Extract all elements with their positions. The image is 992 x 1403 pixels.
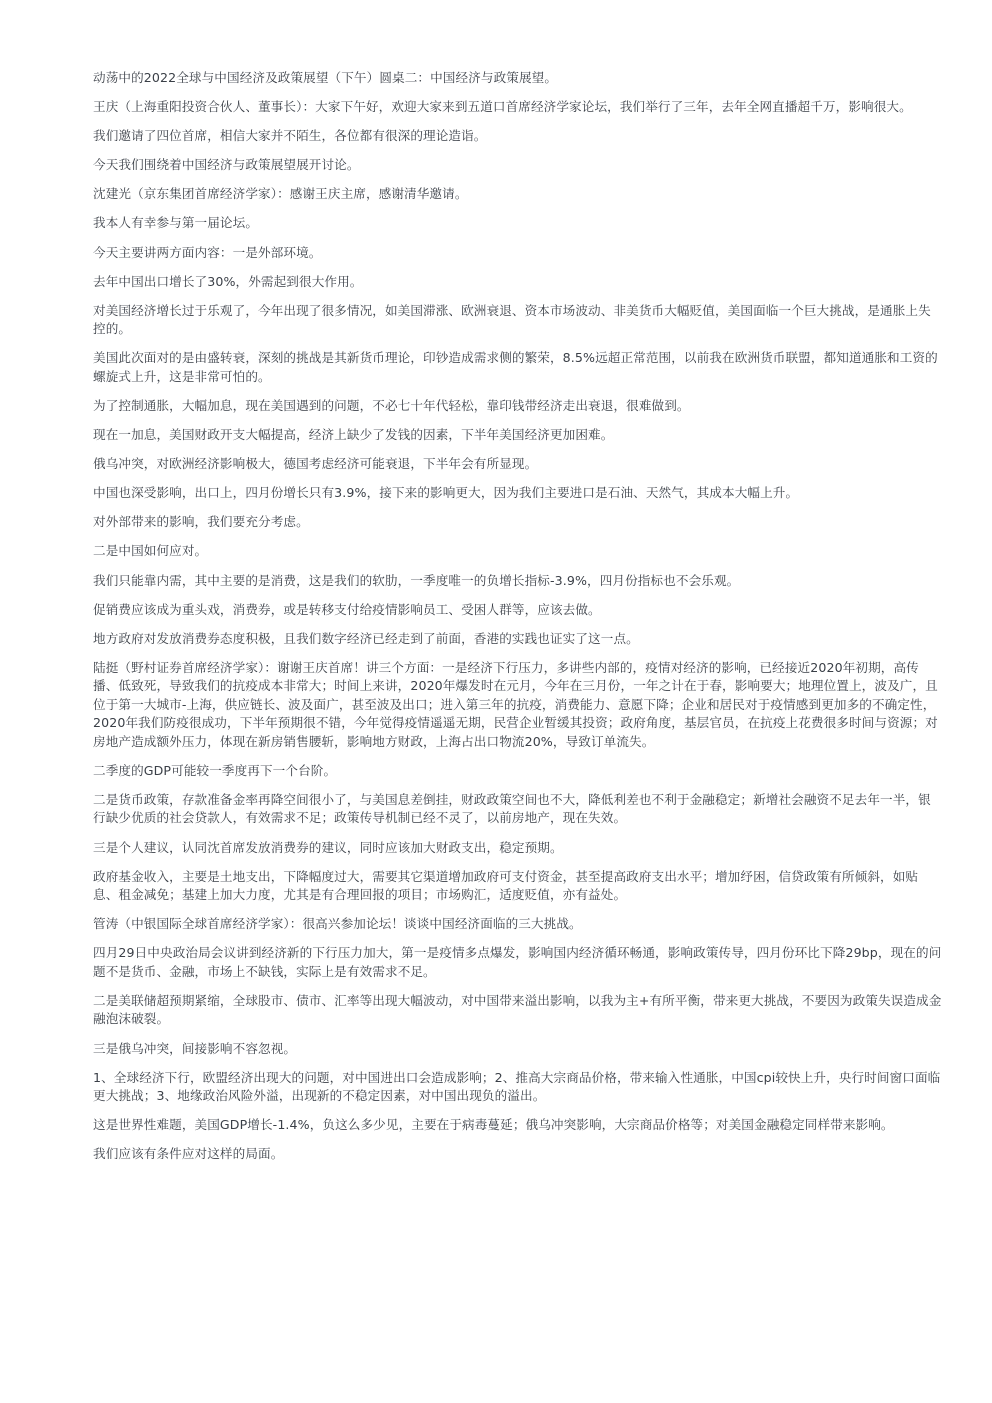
paragraph: 今天我们围绕着中国经济与政策展望展开讨论。 [93,157,360,173]
paragraph: 地方政府对发放消费券态度积极，且我们数字经济已经走到了前面，香港的实践也证实了这一点。 [93,630,639,646]
paragraph: 二是中国如何应对。 [93,543,208,559]
paragraph: 二季度的GDP可能较一季度再下一个台阶。 [93,762,337,778]
paragraph: 促销费应该成为重头戏，消费券，或是转移支付给疫情影响员工、受困人群等，应该去做。 [93,601,601,617]
paragraph: 二是货币政策，存款准备金率再降空间很小了，与美国息差倒挂，财政政策空间也不大，降低利差也不利于金融稳定；新增社会融资不足去年一半，银行缺少优质的社会贷款人，有效需求不足；政策传导机制已经不灵了，以前房地产，现在失效。 [93,791,931,826]
paragraph: 美国此次面对的是由盛转衰，深刻的挑战是其新货币理论，印钞造成需求侧的繁荣，8.5%远超正常范围，以前我在欧洲货币联盟，都知道通胀和工资的螺旋式上升，这是非常可怕的。 [93,350,938,384]
paragraph: 去年中国出口增长了30%，外需起到很大作用。 [93,273,363,289]
paragraph: 对外部带来的影响，我们要充分考虑。 [93,514,309,530]
document-body [93,69,943,1174]
paragraph: 管涛（中银国际全球首席经济学家）：很高兴参加论坛！谈谈中国经济面临的三大挑战。 [93,916,582,932]
paragraph: 我们邀请了四位首席，相信大家并不陌生，各位都有很深的理论造诣。 [93,128,487,144]
paragraph: 现在一加息，美国财政开支大幅提高，经济上缺少了发钱的因素，下半年美国经济更加困难。 [93,427,614,443]
paragraph: 俄乌冲突，对欧洲经济影响极大，德国考虑经济可能衰退，下半年会有所显现。 [93,456,538,472]
paragraph: 沈建光（京东集团首席经济学家）：感谢王庆主席，感谢清华邀请。 [93,186,468,202]
paragraph-title: 动荡中的2022全球与中国经济及政策展望（下午）圆桌二：中国经济与政策展望。 [93,70,558,85]
paragraph: 三是俄乌冲突，间接影响不容忽视。 [93,1040,297,1056]
paragraph: 对美国经济增长过于乐观了，今年出现了很多情况，如美国滞涨、欧洲衰退、资本市场波动、非美货币大幅贬值，美国面临一个巨大挑战，是通胀上失控的。 [93,302,931,337]
paragraph: 中国也深受影响，出口上，四月份增长只有3.9%，接下来的影响更大，因为我们主要进口是石油、天然气，其成本大幅上升。 [93,485,799,501]
paragraph: 为了控制通胀，大幅加息，现在美国遇到的问题，不必七十年代轻松，靠印钱带经济走出衰退，很难做到。 [93,397,690,413]
paragraph: 1、全球经济下行，欧盟经济出现大的问题，对中国进出口会造成影响；2、推高大宗商品价格，带来输入性通胀，中国cpi较快上升，央行时间窗口面临更大挑战；3、地缘政治风险外溢，出现新的不稳定因素，对中国出现负的溢出。 [93,1069,941,1104]
paragraph: 三是个人建议，认同沈首席发放消费券的建议，同时应该加大财政支出，稳定预期。 [93,839,563,855]
paragraph: 我本人有幸参与第一届论坛。 [93,215,259,231]
paragraph: 我们只能靠内需，其中主要的是消费，这是我们的软肋，一季度唯一的负增长指标-3.9%，四月份指标也不会乐观。 [93,572,740,588]
paragraph: 这是世界性难题，美国GDP增长-1.4%，负这么多少见，主要在于病毒蔓延；俄乌冲突影响，大宗商品价格等；对美国金融稳定同样带来影响。 [93,1117,894,1133]
paragraph: 四月29日中央政治局会议讲到经济新的下行压力加大，第一是疫情多点爆发，影响国内经济循环畅通，影响政策传导，四月份环比下降29bp，现在的问题不是货币、金融，市场上不缺钱，实际上是有效需求不足。 [93,945,942,979]
paragraph: 二是美联储超预期紧缩，全球股市、债市、汇率等出现大幅波动，对中国带来溢出影响，以我为主+有所平衡，带来更大挑战，不要因为政策失误造成金融泡沫破裂。 [93,992,942,1027]
paragraph: 今天主要讲两方面内容：一是外部环境。 [93,244,322,260]
paragraph: 陆挺（野村证券首席经济学家）：谢谢王庆首席！讲三个方面：一是经济下行压力，多讲些内部的，疫情对经济的影响，已经接近2020年初期，高传播、低致死，导致我们的抗疫成本非常大；时间上来讲，2020年爆发时在元月，今年在三月份，一年之计在于春，影响要大；地理位置上，波及广，且位于第一大城市-上海，供应链长、波及面广，甚至波及出口；进入第三年的抗疫，消费能力、意愿下降；企业和居民对于疫情感到更加多的不确定性，2020年我们防疫很成功，下半年预期很不错，今年觉得疫情遥遥无期，民营企业暂缓其投资；政府角度，基层官员，在抗疫上花费很多时间与资源；对房地产造成额外压力，体现在新房销售腰斩，影响地方财政，上海占出口物流20%，导致订单流失。 [93,659,938,749]
paragraph: 王庆（上海重阳投资合伙人、董事长）：大家下午好，欢迎大家来到五道口首席经济学家论坛，我们举行了三年，去年全网直播超千万，影响很大。 [93,99,912,115]
paragraph: 政府基金收入，主要是土地支出，下降幅度过大，需要其它渠道增加政府可支付资金，甚至提高政府支出水平；增加纾困，信贷政策有所倾斜，如贴息、租金减免；基建上加大力度，尤其是有合理回报的项目；市场购汇，适度贬值，亦有益处。 [93,868,919,903]
paragraph: 我们应该有条件应对这样的局面。 [93,1146,284,1162]
